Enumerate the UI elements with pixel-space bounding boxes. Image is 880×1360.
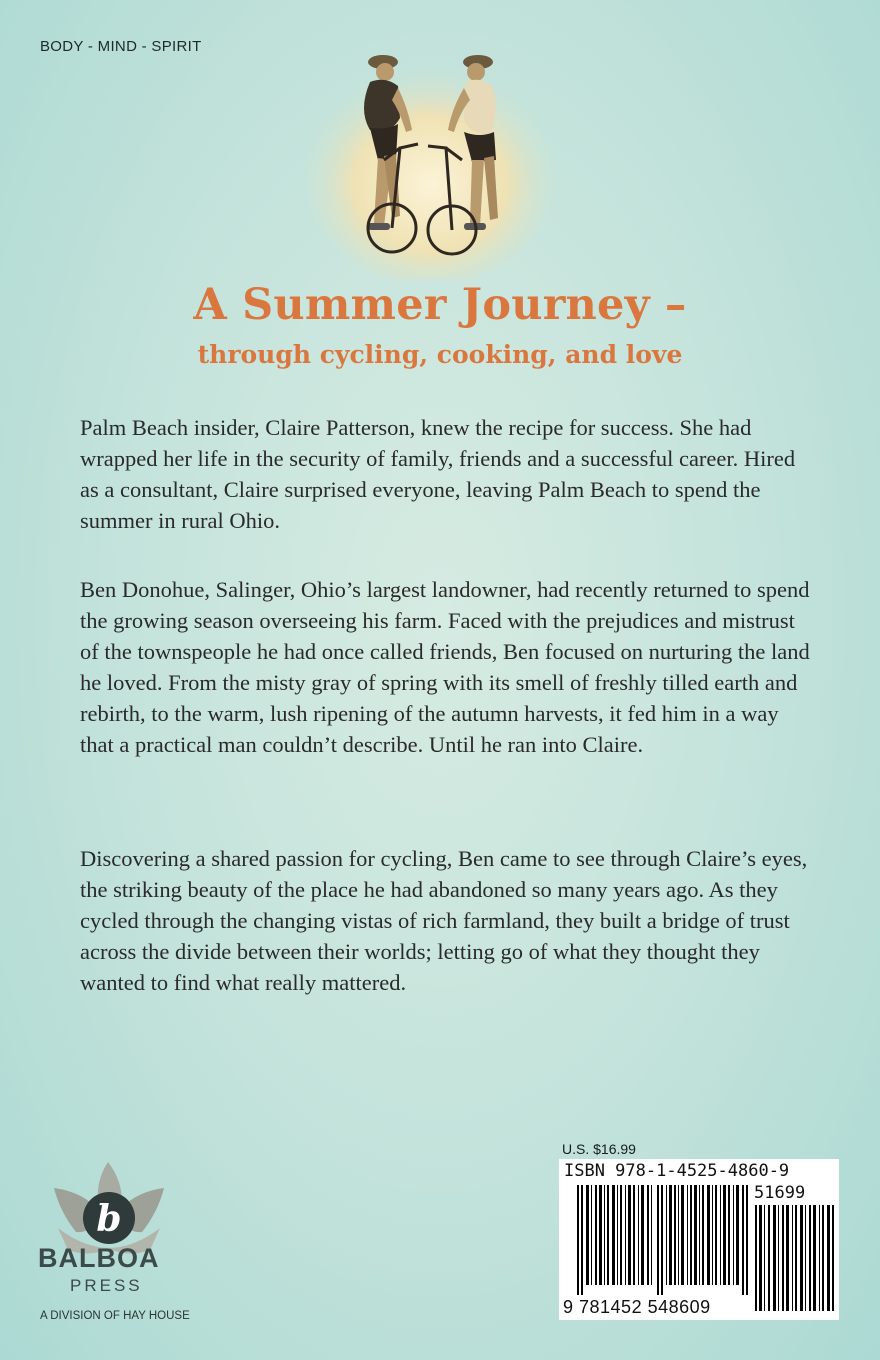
isbn-text: ISBN 978-1-4525-4860-9 <box>564 1161 790 1181</box>
price-label: U.S. $16.99 <box>562 1141 636 1157</box>
category-label: BODY - MIND - SPIRIT <box>40 38 202 55</box>
addon-code: 51699 <box>754 1183 806 1203</box>
book-subtitle: through cycling, cooking, and love <box>197 340 683 369</box>
blurb-paragraph-2: Ben Donohue, Salinger, Ohio’s largest landowner, had recently returned to spend the growing season overseeing his farm. Faced with the prejudices and mistrust of the townspeople he had once called friends, Ben focused on nurturing the land he loved. From the misty gray of spring with its smell of freshly tilled earth and rebirth, to the warm, lush ripening of the autumn harvests, it fed him in a way that a practical man couldn’t describe. Until he ran into Claire. <box>80 577 810 757</box>
book-title: A Summer Journey – <box>193 280 687 330</box>
barcode-bars <box>577 1185 755 1295</box>
cyclists-photo <box>300 48 560 280</box>
logo-letter: b <box>96 1198 122 1240</box>
blurb-paragraph-1: Palm Beach insider, Claire Patterson, knew the recipe for success. She had wrapped her life in the security of family, friends and a successful career. Hired as a consultant, Claire surprised everyone, leaving Palm Beach to spend the summer in rural Ohio. <box>80 415 796 533</box>
barcode-number: 9 781452 548609 <box>563 1297 711 1317</box>
publisher-division: A DIVISION OF HAY HOUSE <box>40 1310 190 1322</box>
barcode-box <box>559 1159 839 1320</box>
addon-barcode-bars <box>755 1205 835 1311</box>
blurb-paragraph-3: Discovering a shared passion for cycling, Ben came to see through Claire’s eyes, the striking beauty of the place he had abandoned so many years ago. As they cycled through the changing vistas of rich farmland, they built a bridge of trust across the divide between their worlds; letting go of what they thought they wanted to find what really mattered. <box>80 846 808 995</box>
publisher-press: PRESS <box>70 1276 143 1295</box>
publisher-name: BALBOA <box>38 1243 160 1273</box>
